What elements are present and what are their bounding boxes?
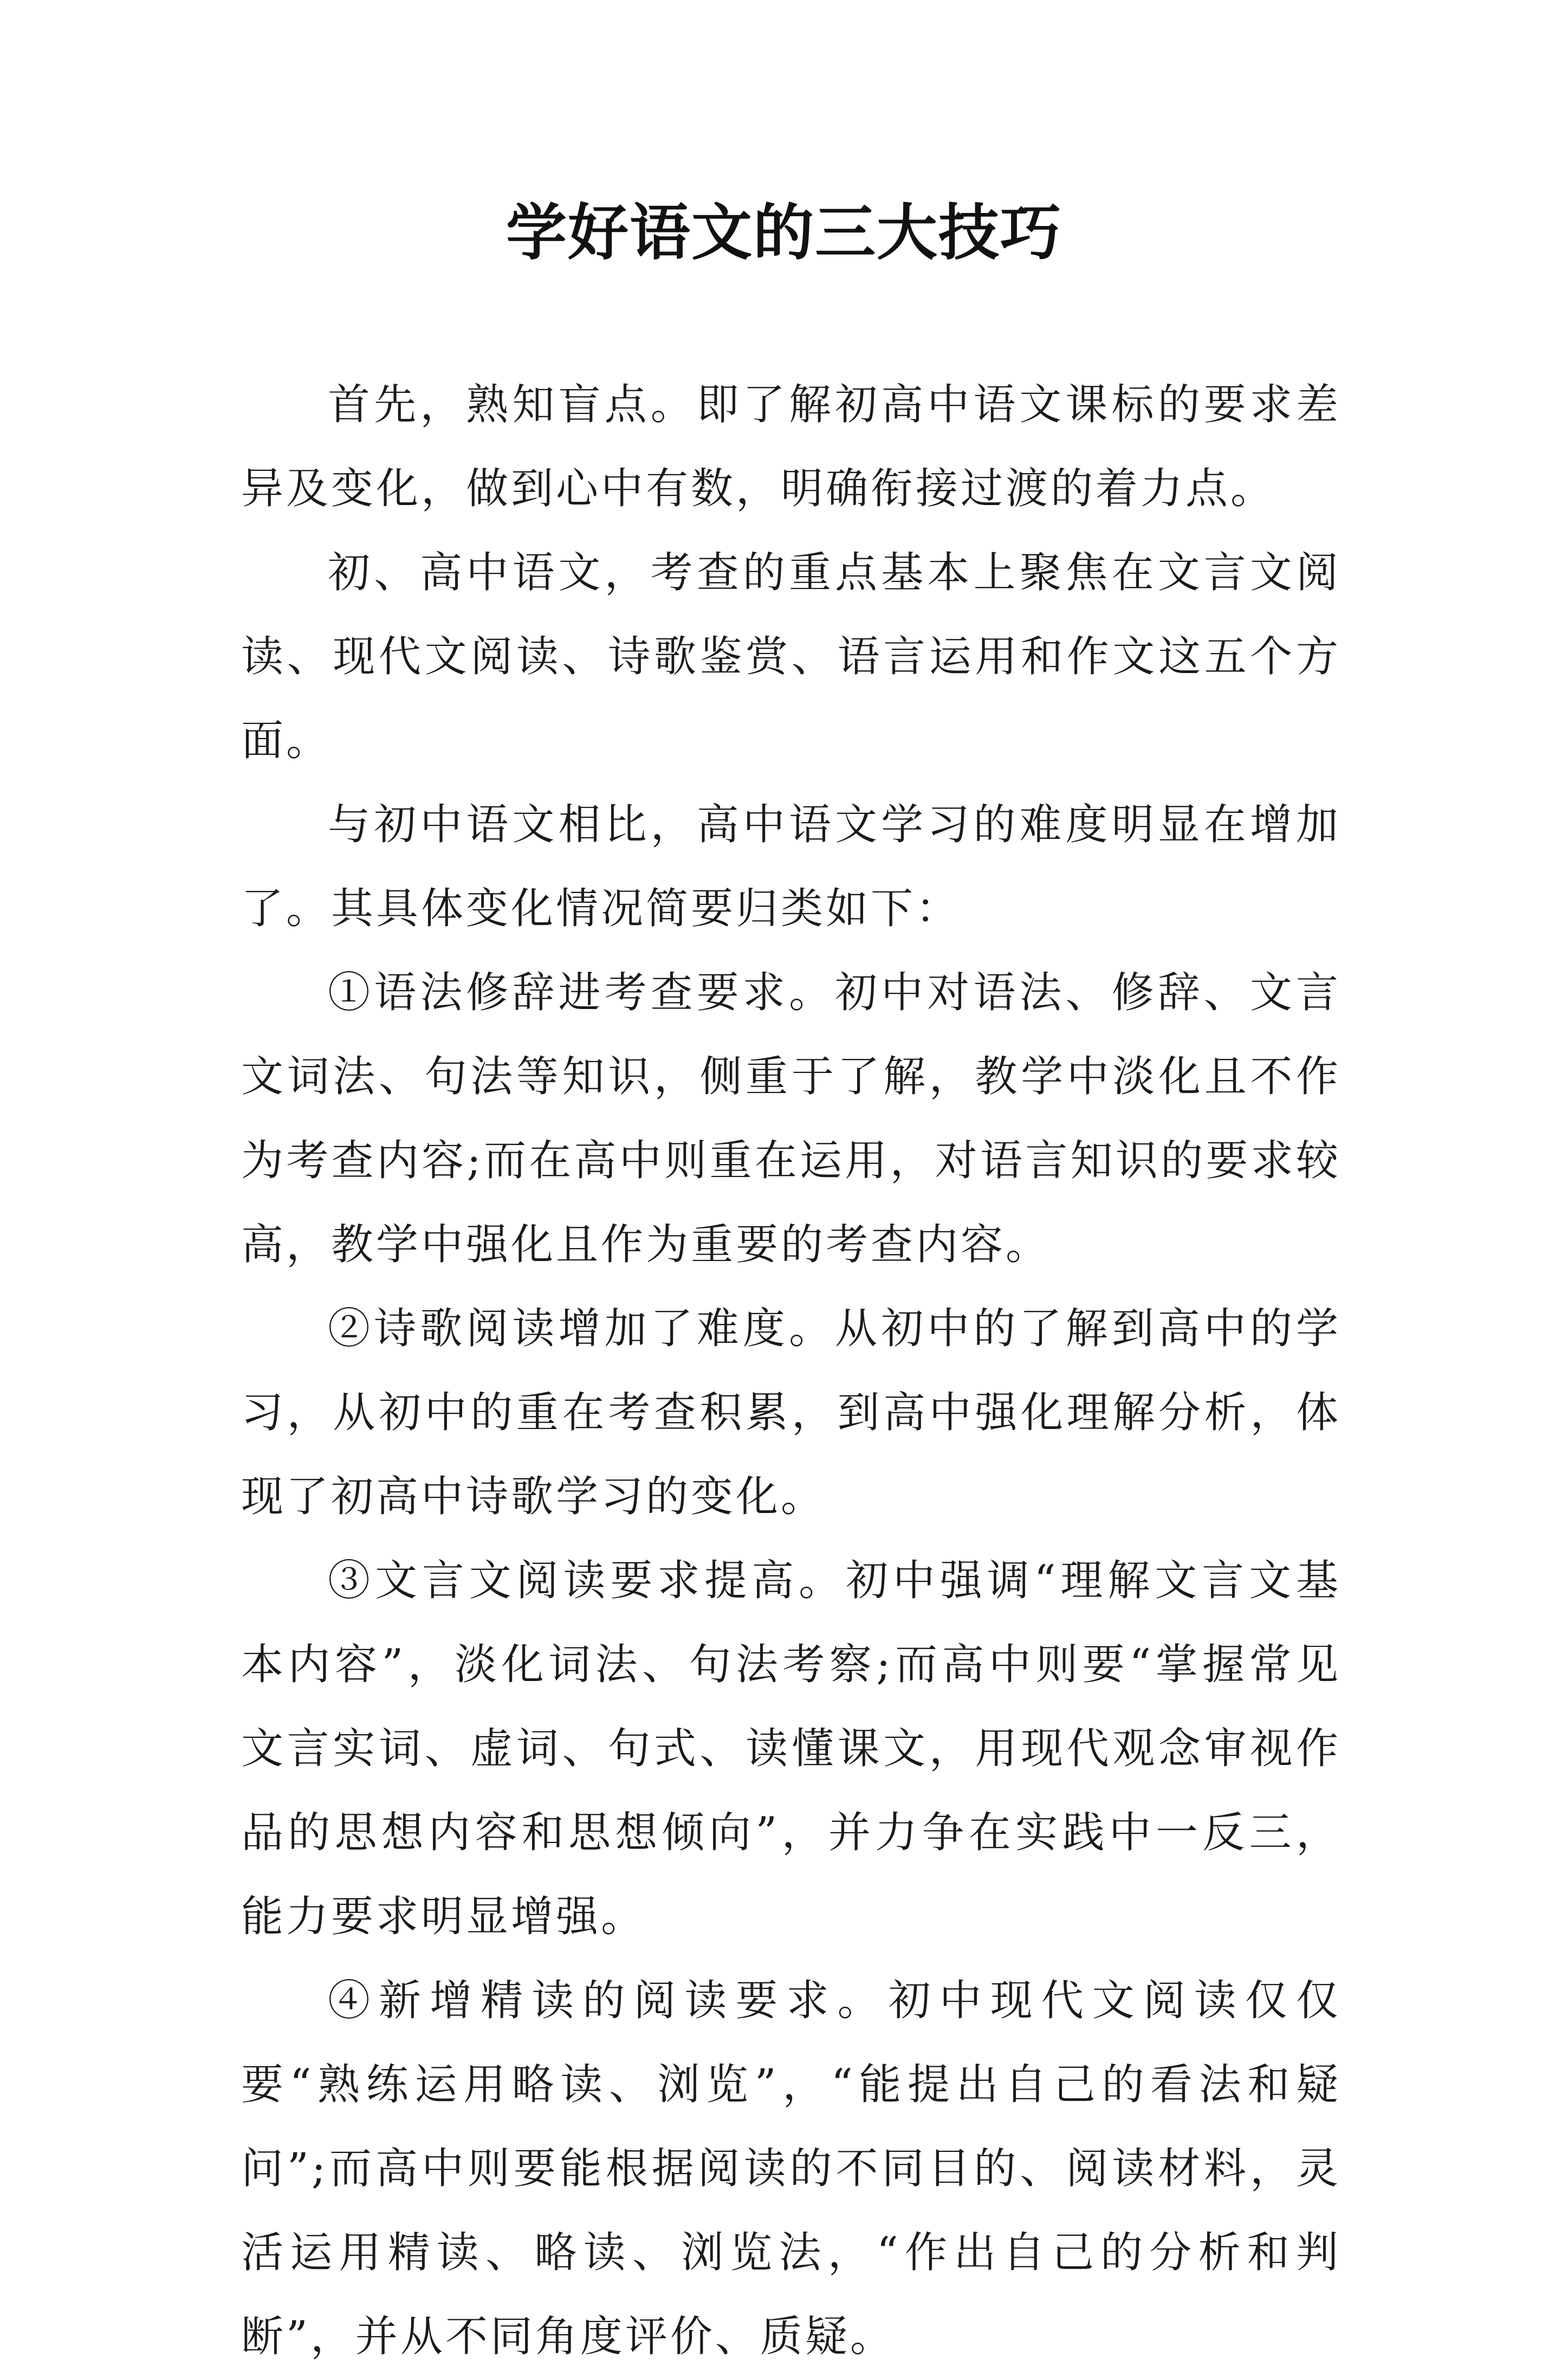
document-body: [241, 363, 1341, 2379]
document-title: 学好语文的三大技巧: [506, 197, 1062, 268]
paragraph: 与初中语文相比，高中语文学习的难度明显在增加了。其具体变化情况简要归类如下：: [241, 800, 1341, 933]
paragraph: 初、高中语文，考查的重点基本上聚焦在文言文阅读、现代文阅读、诗歌鉴赏、语言运用和作文这五个方面。: [241, 548, 1341, 765]
paragraph: ④新增精读的阅读要求。初中现代文阅读仅仅要“熟练运用略读、浏览”，“能提出自己的看法和疑问”;而高中则要能根据阅读的不同目的、阅读材料，灵活运用精读、略读、浏览法，“作出自己的分析和判断”，并从不同角度评价、质疑。: [241, 1976, 1341, 2361]
paragraph: 首先，熟知盲点。即了解初高中语文课标的要求差异及变化，做到心中有数，明确衔接过渡的着力点。: [241, 380, 1341, 513]
paragraph: ③文言文阅读要求提高。初中强调“理解文言文基本内容”，淡化词法、句法考察;而高中则要“掌握常见文言实词、虚词、句式、读懂课文，用现代观念审视作品的思想内容和思想倾向”，并力争在实践中一反三，能力要求明显增强。: [241, 1556, 1341, 1941]
paragraph: ①语法修辞进考查要求。初中对语法、修辞、文言文词法、句法等知识，侧重于了解，教学中淡化且不作为考查内容;而在高中则重在运用，对语言知识的要求较高，教学中强化且作为重要的考查内容。: [241, 968, 1341, 1269]
paragraph: ②诗歌阅读增加了难度。从初中的了解到高中的学习，从初中的重在考查积累，到高中强化理解分析，体现了初高中诗歌学习的变化。: [241, 1304, 1341, 1521]
